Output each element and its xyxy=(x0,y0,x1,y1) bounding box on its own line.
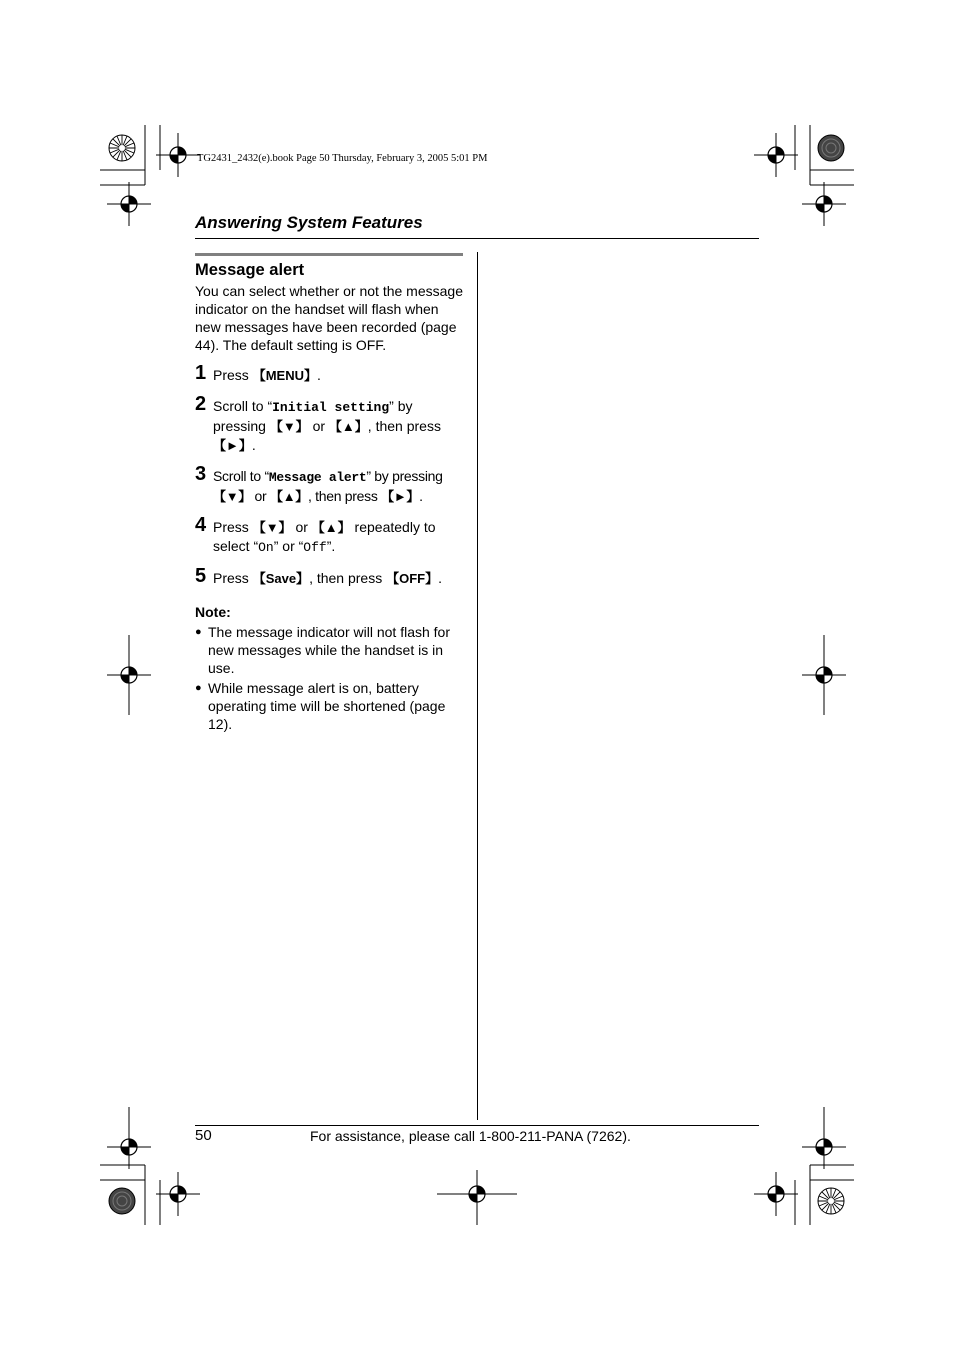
step-4 xyxy=(195,514,463,557)
column-divider xyxy=(477,252,478,1120)
step-number: 1 xyxy=(195,362,207,384)
book-file-header: TG2431_2432(e).book Page 50 Thursday, February 3, 2005 5:01 PM xyxy=(197,153,488,164)
step-text: Scroll to “Message alert” by pressing 【▼】 or 【▲】, then press 【►】. xyxy=(213,468,443,504)
footer-rule xyxy=(195,1125,759,1126)
key-off: 【OFF】 xyxy=(386,571,439,586)
left-column xyxy=(195,258,463,733)
bullet-icon: ● xyxy=(195,682,202,694)
step-number: 3 xyxy=(195,463,207,485)
key-down: 【▼】 xyxy=(269,419,309,434)
note-item xyxy=(195,679,463,733)
bullet-icon: ● xyxy=(195,626,202,638)
footer-assistance: For assistance, please call 1-800-211-PANA (7262). xyxy=(310,1128,631,1144)
step-text: Press 【Save】, then press 【OFF】. xyxy=(213,570,442,586)
step-number: 5 xyxy=(195,565,207,587)
step-3 xyxy=(195,463,463,506)
section-title: Answering System Features xyxy=(195,213,423,232)
display-text: Message alert xyxy=(268,470,367,485)
heading-message-alert: Message alert xyxy=(195,261,305,279)
key-up: 【▲】 xyxy=(311,520,351,535)
note-text: The message indicator will not flash for new messages while the handset is in use. xyxy=(208,624,450,676)
step-text: Press 【▼】 or 【▲】 repeatedly to select “On” or “Off”. xyxy=(213,519,436,555)
note-text: While message alert is on, battery operating time will be shortened (page 12). xyxy=(208,680,446,732)
step-number: 4 xyxy=(195,514,207,536)
step-text: Scroll to “Initial setting” by pressing 【▼】 or 【▲】, then press 【►】. xyxy=(213,398,441,453)
step-1 xyxy=(195,362,463,385)
step-text: Press 【MENU】. xyxy=(213,367,321,383)
display-text: Initial setting xyxy=(272,400,390,415)
display-text: Off xyxy=(303,540,327,555)
key-right: 【►】 xyxy=(213,438,252,453)
key-up: 【▲】 xyxy=(270,489,308,504)
heading-rule xyxy=(195,253,463,256)
key-menu: 【MENU】 xyxy=(252,368,317,383)
key-up: 【▲】 xyxy=(328,419,368,434)
step-number: 2 xyxy=(195,393,207,415)
note-label: Note: xyxy=(195,604,231,620)
key-down: 【▼】 xyxy=(252,520,292,535)
step-2 xyxy=(195,393,463,455)
display-text: On xyxy=(258,540,274,555)
key-save: 【Save】 xyxy=(252,571,310,586)
intro-paragraph: You can select whether or not the message indicator on the handset will flash when new messages have been recorded (page 44). The default setting is OFF. xyxy=(195,283,463,353)
header-rule xyxy=(195,238,759,239)
step-5 xyxy=(195,565,463,588)
key-right: 【►】 xyxy=(381,489,420,504)
page-number: 50 xyxy=(195,1127,212,1144)
key-down: 【▼】 xyxy=(213,489,251,504)
note-item xyxy=(195,623,463,677)
